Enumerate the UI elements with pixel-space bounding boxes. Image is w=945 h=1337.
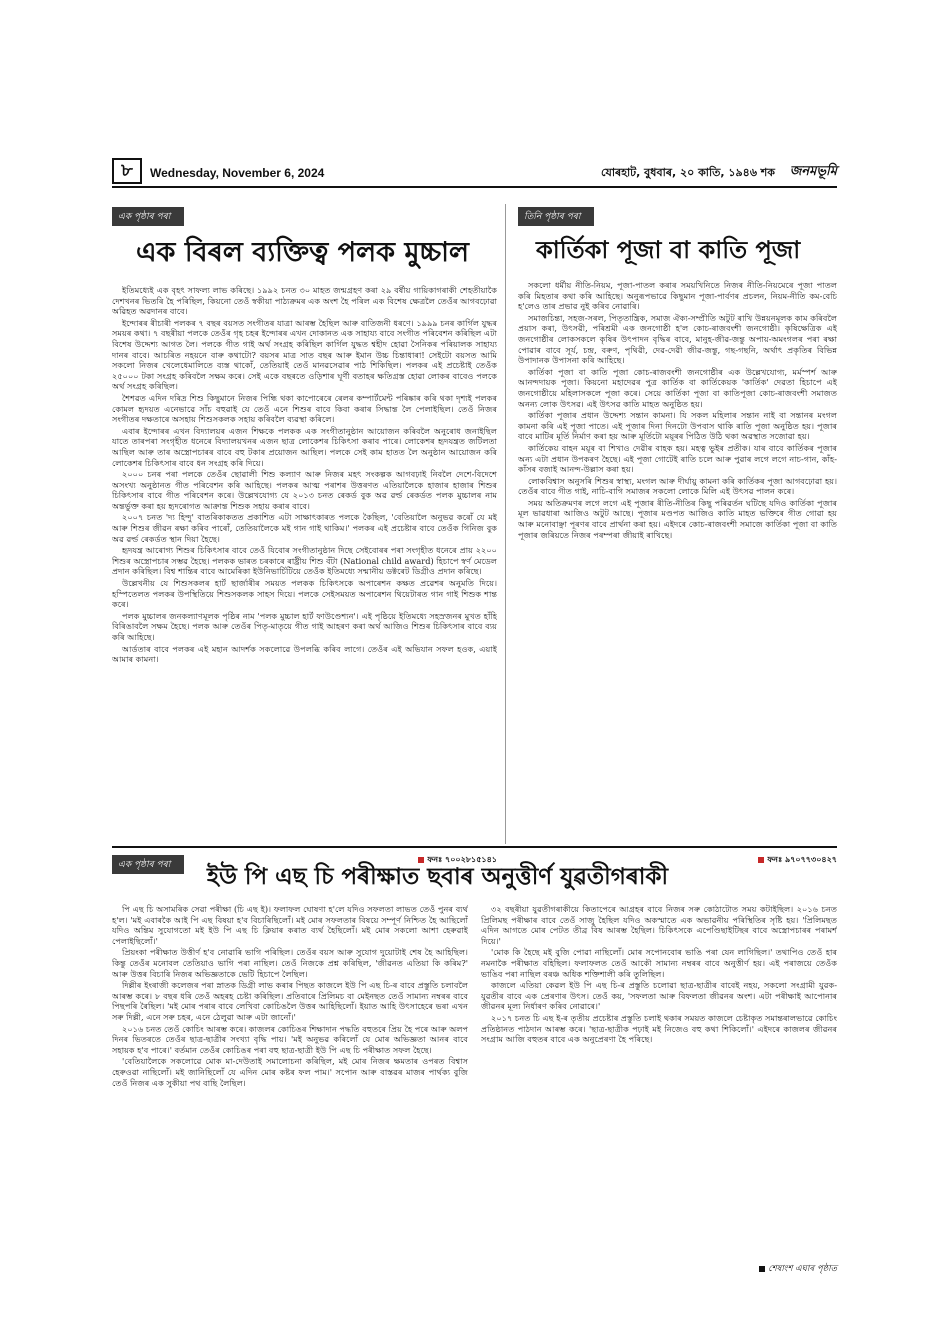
- article-body: [112, 904, 468, 1256]
- page-number: ৮: [112, 158, 142, 184]
- header-date: Wednesday, November 6, 2024: [150, 166, 325, 180]
- column-right: [481, 904, 837, 1284]
- paragraph: কাজলে এতিয়া কেৱল ইউ পি এছ চি-ৰ প্ৰস্তুতি চলোৱা ছাত্ৰ-ছাত্ৰীৰ বাবেই নহয়, সকলো সংগ্ৰামী যুৱক-যুৱতীৰ বাবে এক প্ৰেৰণাৰ উৎস। তেওঁ কয়, 'সফলতা আৰু বিফলতা জীৱনৰ অংশ। এটা পৰীক্ষাই আপোনাৰ জীৱনৰ মূল্য নিৰ্ধাৰণ কৰিব নোৱাৰে।': [481, 980, 837, 1012]
- paragraph: পি এছ চি অসামৰিক সেৱা পৰীক্ষা (চি এছ ই)। ফলাফল ঘোষণা হ'লে যদিও সফলতা লাভত তেওঁ পুনৰ ব্যৰ্থ হ'ল। 'মই এবাৰকৈ আই পি এছ বিষয়া হ'ব বিচাৰিছিলোঁ। মই মোৰ সফলতাৰ বিষয়ে সম্পূৰ্ণ নিশ্চিত হৈ আছিলোঁ যদিও অন্তিম সুযোগতো মই ইউ পি এছ চি ক্লিয়াৰ কৰাত ব্যৰ্থ হৈছিলোঁ। মই মোৰ সকলো আশা হেৰুৱাই পেলাইছিলোঁ।': [112, 904, 468, 946]
- paragraph: দিল্লীৰ ইংৰাজী কলেজৰ পৰা স্নাতক ডিগ্ৰী লাভ কৰাৰ পিছত কাজলে ইউ পি এছ চি-ৰ বাবে প্ৰস্তুতি চলাবলৈ আৰম্ভ কৰে। ৮ বছৰ ধৰি তেওঁ অহৰহ চেষ্টা কৰিছিল। প্ৰতিবাৰে প্ৰিলিমচ বা মেইনছত তেওঁ সামান্য নম্বৰৰ বাবে পিছপৰি ৰৈছিল। 'মই মোৰ পৰাৰ বাবে লেখিবা কোচিঙলৈ উত্তৰ আহিছিলোঁ। ইয়াত আহি উৎসাহেৰে ভৰা এখন সৰু দিল্লী, এনে সৰু চহৰ, এনে ঠেলুৱা আৰু এটা জানোঁ।': [112, 980, 468, 1022]
- article-kartika-puja: [512, 204, 837, 864]
- paragraph: ৩২ বছৰীয়া যুৱতীগৰাকীয়ে কিতাপেৰে আগ্ৰহৰ বাবে নিজৰ সৰু কোঠাটোত সময় কটাইছিল। ২০১৬ চনত প্ৰিলিমছ পৰীক্ষাৰ বাবে তেওঁ সাজু হৈছিল যদিও অকস্মাতে এক অভাৱনীয় পৰিস্থিতিৰ সৃষ্টি হয়। 'প্ৰিলিমছত এদিন আগতে মোৰ পেটত তীব্ৰ বিষ আৰম্ভ হৈছিল। চিকিৎসকে এপেণ্ডিছাইটিছৰ বাবে অস্ত্ৰোপচাৰৰ পৰামৰ্শ দিয়ে।': [481, 904, 837, 946]
- phone-text: ফনঃ ৭০০২৮১৫১৪১: [427, 855, 497, 864]
- paragraph: ২০০৭ চনত 'দ্য হিন্দু' বাতৰিকাকতত প্ৰকাশিত এটা সাক্ষাৎকাৰত পলকে কৈছিল, 'বেতিয়ালৈ অনুভৱ কৰোঁ যে মই আৰু শিশুৰ জীৱন ৰক্ষা কৰিব পাৰোঁ, তেতিয়ালৈকে মই গান গাই থাকিম।' পলকৰ এই প্ৰচেষ্টাৰ বাবে তেওঁক গিনিজ বুক অৱ ৱৰ্ল্ড ৰেকৰ্ডত স্থান দিয়া হৈছে।: [112, 512, 497, 544]
- page-header: [112, 156, 837, 188]
- continued-tag: এক পৃষ্ঠাৰ পৰা: [112, 207, 184, 226]
- newspaper-page: [112, 156, 837, 1274]
- continued-on-text: শেষাংশ এঘাৰ পৃষ্ঠাত: [768, 1264, 837, 1274]
- paragraph: উল্লেখনীয় যে শিশুসকলৰ হাৰ্ট ছাৰ্জাৰীৰ সময়ত পলকক চিকিৎসকে অপাৰেশন কক্ষত প্ৰৱেশৰ অনুমতি দিয়ে। হস্পিতেলত পলকৰ উপস্থিতিয়ে শিশুসকলক সাহস দিয়ে। পলকে সেইসময়ত অপাৰেশন থিয়েটাৰত গান গাই শিশুক শান্ত কৰে।: [112, 578, 497, 610]
- paragraph: 'মোক কি হৈছে মই বুজি পোৱা নাছিলোঁ। মোৰ সপোনবোৰ ভাঙি পৰা যেন লাগিছিল।' তথাপিও তেওঁ হাৰ নমনাকৈ পৰীক্ষাত বহিছিল। ফলাফলত তেওঁ আকৌ সামান্য নম্বৰৰ বাবে অনুত্তীৰ্ণ হয়। এই পৰাজয়ে তেওঁক ভাঙিব পৰা নাছিল বৰঞ্চ অধিক শক্তিশালী কৰি তুলিছিল।: [481, 947, 837, 979]
- paragraph: সময় অতিক্ৰমণৰ লগে লগে এই পূজাৰ ৰীতি-নীতিৰ কিছু পৰিৱৰ্তন ঘটিছে যদিও কাৰ্তিকা পূজাৰ মূল ভাৱধাৰা আজিও অটুট আছে। পূজাৰ মণ্ডপত আজিও কাতি মাহত ভক্তিৰে গীত গোৱা হয় আৰু মনোবাঞ্ছা পূৰণৰ বাবে প্ৰাৰ্থনা কৰা হয়। এইদৰে কোচ-ৰাজবংশী সমাজে কাৰ্তিকা পূজা বা কাতি পূজাৰ জৰিয়তে নিজৰ পৰম্পৰা জীয়াই ৰাখিছে।: [518, 497, 837, 540]
- continued-tag: এক পৃষ্ঠাৰ পৰা: [112, 855, 184, 874]
- article-body: [112, 285, 497, 850]
- article-body: [481, 904, 837, 1256]
- paragraph: লোকবিশ্বাস অনুসৰি শিশুৰ স্বাস্থ্য, মংগল আৰু দীৰ্ঘায়ু কামনা কৰি কাৰ্তিকৰ পূজা আগবঢ়োৱা হয়। তেওঁৰ বাবে গীত গাই, নাচি-বাগি সমাজৰ সকলো লোকে মিলি এই উৎসৱ পালন কৰে।: [518, 475, 837, 497]
- article-palak-muchhal: [112, 204, 506, 864]
- article-body: [518, 280, 837, 850]
- continued-tag: তিনি পৃষ্ঠাৰ পৰা: [518, 207, 594, 226]
- article-upsc-candidate: [112, 846, 837, 1291]
- paragraph: ২০০০ চনৰ পৰা পলকে তেওঁৰ ছোৱালী শিশু কল্যাণ আৰু নিজৰ মহৎ সংকল্পক আগবঢ়াই নিবলৈ দেশে-বিদেশে অসংখ্য অনুষ্ঠানত গীত পৰিবেশন কৰি আহিছে। পলকৰ আত্ম পৰাশৰ উত্তৰণত এতিয়ালৈকে হাজাৰ হাজাৰ শিশুৰ চিকিৎসাৰ বাবে গীত পৰিবেশন কৰে। উল্লেখযোগ্য যে ২০১৩ চনত ৰেকৰ্ড বুক অৱ ৱৰ্ল্ড ৰেকৰ্ডত পলক মুচ্চালৰ নাম অন্তৰ্ভুক্ত কৰা হয় হৃদৰোগত আক্ৰান্ত শিশুক সহায় কৰাৰ বাবে।: [112, 469, 497, 511]
- paragraph: পলক মুচ্চালৰ জনকল্যাণমূলক পৃষ্ঠিৰ নাম 'পলক মুচ্চাল হাৰ্ট ফাউণ্ডেশ্যন'। এই পৃষ্ঠিয়ে ইতিমধ্যে সহস্ৰজনৰ মুখত হাঁহি বিৰিঙাবলৈ সক্ষম হৈছে। পলক আৰু তেওঁৰ পিতৃ-মাতৃয়ে গীত গাই আহৰণ কৰা অৰ্থ আজিও শিশুৰ চিকিৎসাৰ বাবে ব্যয় কৰি আহিছে।: [112, 610, 497, 642]
- paragraph: আৰ্ডতাৰ বাবে পলকৰ এই মহান আদৰ্শক সকলোৱে উপলব্ধি কৰিব লাগে। তেওঁৰ এই অভিযান সফল হওক, এয়াই আমাৰ কামনা।: [112, 643, 497, 665]
- paragraph: ইতিমধ্যেই এক বৃহৎ সাফল্য লাভ কৰিছে। ১৯৯২ চনত ৩০ মাহত জন্মগ্ৰহণ কৰা ২৯ বৰ্ষীয় গায়িকাগৰাকী শেহতীয়াকৈ দেশখনৰ ভিতৰি হৈ পৰিছিল, কিয়নো তেওঁ স্বকীয়া পাঠ্যক্ৰমৰ এক অংশ হৈ পৰিল এক বিশেষ ক্ষেত্ৰলৈ তেওঁৰ আগবঢ়োৱা অৱিহত অৱদানৰ বাবে।: [112, 285, 497, 317]
- square-bullet-icon: [759, 1266, 765, 1272]
- column-left: [112, 904, 468, 1284]
- paragraph: 'বেতিয়ালৈকে সকলোৱে মোক মা-দেউতাই সমালোচনা কৰিছিল, মই মোৰ নিজৰ ক্ষমতাৰ ওপৰত বিশ্বাস হেৰুওৱা নাছিলোঁ। মই জানিছিলোঁ যে এদিন মোৰ কষ্টৰ ফল পাম।' সপোন আৰু বাস্তৱৰ মাজৰ পাৰ্থক্য বুজি তেওঁ নিজৰ এক সুকীয়া পথ বাছি লৈছিল।: [112, 1056, 468, 1088]
- paragraph: কাৰ্তিকেয় বাহন ময়ূৰ বা শিখাও দেৱীৰ বাহক হয়। মহত্ব ভুইৰ প্ৰতীক। যাৰ বাবে কাৰ্তিকৰ পূজাৰ অন্য এটা প্ৰধান উপকৰণ হৈছে। এই পূজা গোটেই ৰাতি চলে আৰু পুৱাৰ লগে লগে নাচ-গান, কাঁহ-কাঁসৰ বজাই আনন্দ-উল্লাস কৰা হয়।: [518, 442, 837, 475]
- article-headline: কাৰ্তিকা পূজা বা কাতি পূজা: [536, 236, 801, 264]
- paragraph: এবাৰ ইন্দোৰৰ এখন বিদ্যালয়ৰ এজন শিক্ষকে পলকক এক সংগীতানুষ্ঠান আয়োজন কৰিবলৈ অনুৰোধ জনাইছিল যাতে তাৰপৰা সংগৃহীত ধনেৰে বিদ্যালয়খনৰ এজন ছাত্ৰ লোকেশৰ চিকিৎসা কৰাব পাৰে। লোকেশৰ হৃদযন্ত্ৰত জটিলতা আছিল আৰু তাৰ অস্ত্ৰোপচাৰৰ বাবে বহু টকাৰ প্ৰয়োজন আছিল। পলকে সেই কাম হাতত লৈ অনুষ্ঠান আয়োজন কৰি লোকেশৰ চিকিৎসাৰ বাবে ধন সংগ্ৰহ কৰি দিয়ে।: [112, 425, 497, 468]
- article-columns: [112, 904, 837, 1284]
- newspaper-logo: জনমভূমি: [789, 164, 837, 179]
- phone-text: ফনঃ ৯৭০৭৭৩০৪২৭: [767, 855, 837, 864]
- paragraph: ২০১৬ চনত তেওঁ কোচিং আৰম্ভ কৰে। কাজলৰ কোচিঙৰ শিক্ষাদান পদ্ধতি বহুতৰে প্ৰিয় হৈ পৰে আৰু অলপ দিনৰ ভিতৰতে তেওঁৰ ছাত্ৰ-ছাত্ৰীৰ সংখ্যা বৃদ্ধি পায়। 'মই অনুভৱ কৰিলোঁ যে মোৰ অভিজ্ঞতা আনৰ বাবে সহায়ক হ'ব পাৰে।' বৰ্তমান তেওঁৰ কোচিঙৰ পৰা বহু ছাত্ৰ-ছাত্ৰী ইউ পি এছ চি পৰীক্ষাত সফল হৈছে।: [112, 1023, 468, 1055]
- header-assamese-date: যোৰহাট, বুধবাৰ, ২০ কাতি, ১৯৪৬ শক: [601, 166, 775, 179]
- paragraph: হৃদযন্ত্ৰ আৰোগ্য শিশুৰ চিকিৎসাৰ বাবে তেওঁ যিবোৰ সংগীতানুষ্ঠান দিছে সেইবোৰৰ পৰা সংগৃহীত ধনেৰে প্ৰায় ২২০০ শিশুৰ অস্ত্ৰোপচাৰ সম্ভৱ হৈছে। পলকক ভাৰত চৰকাৰে ৰাষ্ট্ৰীয় শিশু বঁটা (National child award) হিচাপে স্বৰ্ণ মেডেল প্ৰদান কৰিছিল। বিশ্ব শান্তিৰ বাবে আমেৰিকা ইউনিভাৰ্চিটিয়ে তেওঁক ইতিমধ্যে সন্মানীয় ডক্টৰেট ডিগ্ৰীও প্ৰদান কৰিছে।: [112, 545, 497, 577]
- article-headline: ইউ পি এছ চি পৰীক্ষাত ছবাৰ অনুত্তীৰ্ণ যুৱতীগৰাকী: [207, 864, 669, 890]
- paragraph: শৈশৱত এদিন দৰিদ্ৰ শিশু কিছুমানে নিজৰ পিন্ধি থকা কাপোৰেৰে ৰেলৰ কম্পাৰ্টমেন্ট পৰিষ্কাৰ কৰি থকা দৃশ্যই পলকৰ কোমল হৃদয়ত এনেভাৱে সাঁচ বহুৱাই যে তেওঁ এনে শিশুৰ বাবে কিবা কৰাৰ সিদ্ধান্ত লৈ পেলাইছিল। তেওঁ নিজৰ সংগীতৰ দক্ষতাৰে অসহায় শিশুসকলক সহায় কৰিবলৈ ব্যৱস্থা কৰিলে।: [112, 392, 497, 425]
- paragraph: প্ৰিয়ংকা পৰীক্ষাত উত্তীৰ্ণ হ'ব নোৱাৰি ভাগি পৰিছিল। তেওঁৰ বয়স আৰু সুযোগ দুয়োটাই শেষ হৈ আহিছিল। কিন্তু তেওঁৰ মনোবল তেতিয়াও ভাগি পৰা নাছিল। তেওঁ নিজকে প্ৰশ্ন কৰিছিল, 'জীৱনত এতিয়া কি কৰিম?' আৰু উত্তৰ বিচাৰি নিজৰ অভিজ্ঞতাকে ভেটি হিচাপে লৈছিল।: [112, 947, 468, 979]
- paragraph: ২০১৭ চনত চি এছ ই-ৰ তৃতীয় প্ৰচেষ্টাৰ প্ৰস্তুতি চলাই থকাৰ সময়ত কাজলে চেষ্টাকৃত সমান্তৰালভাৱে কোচিং প্ৰতিষ্ঠানত পাঠদান আৰম্ভ কৰে। 'ছাত্ৰ-ছাত্ৰীক পঢ়াই মই নিজেও বহু কথা শিকিলোঁ।' এইদৰে কাজলৰ জীৱনৰ সংগ্ৰাম আজি বহুতৰ বাবে এক অনুপ্ৰেৰণা হৈ পৰিছে।: [481, 1012, 837, 1045]
- paragraph: সকলো ধৰ্মীয় নীতি-নিয়ম, পূজা-পাতল কৰাৰ সময়খিনিতে নিজৰ নীতি-নিয়মেৰে পূজা পাতল কৰি মিহতাৰ কথা কৰি আহিছে। অনুৰূপভাৱে কিছুমান পূজা-পাৰ্বণৰ প্ৰচলন, নিয়ম-নীতি কম-বেচি হ'লেও তাৰ প্ৰভাৱ নুই কৰিব নোৱাৰি।: [518, 280, 837, 312]
- paragraph: সমাজচিন্তা, সহজ-সৰল, পিতৃতান্ত্ৰিক, সমাজ ঐক্য-সম্প্ৰীতি অটুট ৰাখি উন্নয়নমূলক কাম কৰিবলৈ প্ৰয়াস কৰা, উৎসৱী, পৰিশ্ৰমী এক জনগোষ্ঠী হ'ল কোচ-ৰাজবংশী জনগোষ্ঠী। কৃষিক্ষেত্ৰিক এই জনগোষ্ঠীৰ লোকসকলে কৃষিৰ উৎপাদন বৃদ্ধিৰ বাবে, মানুহ-জীৱ-জন্তু অপায়-অমংগলৰ পৰা ৰক্ষা পোৱাৰ বাবে সূৰ্য, চন্দ্ৰ, বৰুণ, পৃথিৱী, দেৱ-দেৱী জীৱ-জন্তু, গছ-গছনি, অৰ্থাৎ প্ৰকৃতিৰ বিভিন্ন উপাদানক উপাসনা কৰি আহিছে।: [518, 312, 837, 366]
- paragraph: কাৰ্তিকা পূজাৰ প্ৰধান উদ্দেশ্য সন্তান কামনা। যি সকল মহিলাৰ সন্তান নাই বা সন্তানৰ মংগল কামনা কৰি এই পূজা পাতে। এই পূজাৰ দিনা দিনটো উপবাস থাকি ৰাতি পূজা অনুষ্ঠিত হয়। পূজাৰ বাবে মাটিৰ মূৰ্তি নিৰ্মাণ কৰা হয় আৰু মূৰ্তিটো ময়ূৰৰ পিঠিত উঠি থকা অৱস্থাত সজোৱা হয়।: [518, 410, 837, 442]
- continued-on-note: [481, 1262, 837, 1276]
- article-headline: এক বিৰল ব্যক্তিত্ব পলক মুচ্চাল: [136, 237, 470, 268]
- paragraph: ইন্দোৰৰ ৰীচাৰী পলকৰ ৭ বছৰ বয়সত সংগীতৰ যাত্ৰা আৰম্ভ হৈছিল আৰু বাতিজনী ধৰণে। ১৯৯৯ চনৰ কাৰ্গিল যুদ্ধৰ সময়ৰ কথা। ৭ বছৰীয়া পলকে তেওঁৰ গৃহ চহৰ ইন্দোৰৰ এখন দোকানত এক সাহায্য বাবে সংগীত পৰিবেশন কৰিছিল এটা বিশেষ উদ্দেশ্য আগত লৈ। পলকে গীত গাই অৰ্থ সংগ্ৰহ কৰিছিল কাৰ্গিল যুদ্ধত শ্বহীদ হোৱা সৈনিকৰ পৰিয়ালক সাহায্য দানৰ বাবে। আচৰিত নহয়নে বাৰু কথাটো? বয়সৰ মাত্ৰ সাত বছৰ আৰু ইমান উচ্চ চিন্তাধাৰা! সেইটো বয়সত আমি সকলো নিজৰ খেলেধেমালিতে ব্যস্ত থাকোঁ, তেতিয়াই তেওঁ মানৱসেৱাৰ পাঠ শিকিছিল। পলকৰ এই প্ৰচেষ্টাই তেওঁক ২৫০০০ টকা সংগ্ৰহ কৰিবলৈ সক্ষম কৰে। সেই একে বছৰতে ওড়িশাৰ ঘূৰ্ণী বতাহৰ ক্ষতিগ্ৰস্ত হোৱা লোকৰ বাবেও পলকে অৰ্থ সংগ্ৰহ কৰিছিল।: [112, 317, 497, 392]
- paragraph: কাৰ্তিকা পূজা বা কাতি পূজা কোচ-ৰাজবংশী জনগোষ্ঠীৰ এক উল্লেখযোগ্য, মৰ্মস্পৰ্শ আৰু আনন্দদায়ক পূজা। কিয়নো মহাদেৱৰ পুত্ৰ কাৰ্তিক বা কাৰ্তিকেয়ক 'কাৰ্তিক' দেৱতা হিচাপে এই জনগোষ্ঠীয়ে মহিলাসকলে পূজা কৰে। সেয়ে কাৰ্তিকা পূজা বা কাতিপূজা কোচ-ৰাজবংশী সমাজত অনন্য লোক উৎসৱ। এই উৎসৱ কাতি মাহত অনুষ্ঠিত হয়।: [518, 366, 837, 409]
